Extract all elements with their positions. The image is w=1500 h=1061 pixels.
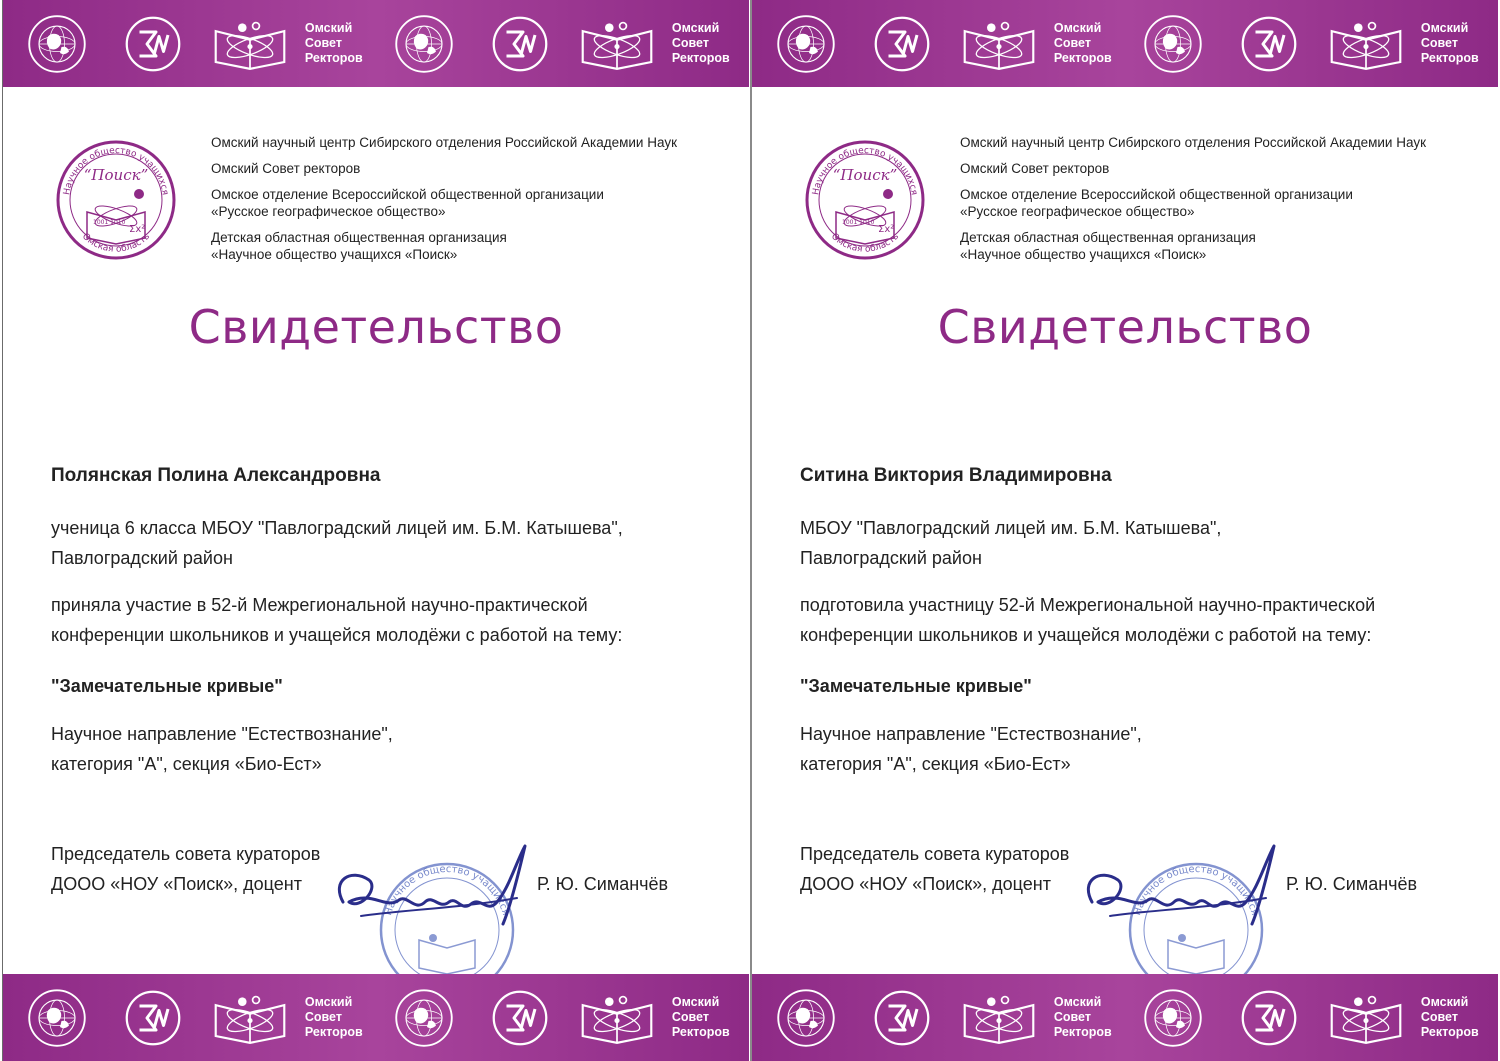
participation-text: подготовила участницу 52-й Межрегиональной научно-практической конференции школьников и учащейся молодёжи с работой на тему: [800,595,1376,645]
organizations-list [211,134,677,272]
poisk-book-logo-icon [209,988,291,1048]
org-item: Детская областная общественная организация «Научное общество учащихся «Поиск» [960,230,1256,262]
organizations-list [960,134,1426,272]
rectors-council-label: Омский Совет Ректоров [304,21,363,65]
rectors-council-label: Омский Совет Ректоров [671,995,730,1039]
sigma-logo-icon [479,988,561,1048]
rectors-council-label: Омский Совет Ректоров [304,995,363,1039]
rgo-logo-icon [16,988,98,1048]
emblem-region-text: Омская область [79,231,153,255]
footer-band [752,974,1498,1061]
org-item: Омский научный центр Сибирского отделения Российской Академии Наук [211,135,677,150]
header-band [752,0,1498,87]
emblem-binary-text: 1001 1010 [93,219,126,226]
sigma-logo-icon [1228,988,1310,1048]
recipient-school: МБОУ "Павлоградский лицей им. Б.М. Катышева", Павлоградский район [800,518,1222,568]
rgo-logo-icon [765,988,847,1048]
rgo-logo-icon [383,14,465,74]
poisk-book-logo-icon [209,14,291,74]
sigma-logo-icon [1228,14,1310,74]
rectors-council-label: Омский Совет Ректоров [1053,995,1112,1039]
scientific-direction: Научное направление "Естествознание", категория "А", секция «Био-Ест» [800,724,1142,774]
signer-name: Р. Ю. Симанчёв [1286,874,1418,894]
emblem-sigma-text: Σx² [878,224,895,235]
rectors-council-label: Омский Совет Ректоров [1420,995,1479,1039]
emblem-sigma-text: Σx² [129,224,146,235]
certificate-right [752,0,1498,1061]
certificate-left [2,0,749,1061]
recipient-name: Ситина Виктория Владимировна [800,465,1112,486]
rectors-council-label: Омский Совет Ректоров [1053,21,1112,65]
emblem-society-text: Научное общество учащихся [62,145,170,196]
certificate-title: Свидетельство [188,300,564,354]
recipient-school: ученица 6 класса МБОУ "Павлоградский лицей им. Б.М. Катышева", Павлоградский район [51,518,623,568]
signature-icon [321,840,541,950]
poisk-book-logo-icon [958,988,1040,1048]
rgo-logo-icon [1132,14,1214,74]
emblem-binary-text: 1001 1010 [842,219,875,226]
rgo-logo-icon [383,988,465,1048]
sigma-logo-icon [861,14,943,74]
org-item: Омское отделение Всероссийской общественной организации «Русское географическое общество» [211,187,604,219]
org-item: Омское отделение Всероссийской общественной организации «Русское географическое общество» [960,187,1353,219]
poisk-emblem-icon [804,126,926,274]
sigma-logo-icon [112,14,194,74]
work-topic: "Замечательные кривые" [51,676,283,696]
participation-text: приняла участие в 52-й Межрегиональной научно-практической конференции школьников и учащейся молодёжи с работой на тему: [51,595,623,645]
sigma-logo-icon [861,988,943,1048]
rectors-council-label: Омский Совет Ректоров [1420,21,1479,65]
signer-name: Р. Ю. Симанчёв [537,874,669,894]
rectors-council-label: Омский Совет Ректоров [671,21,730,65]
rgo-logo-icon [765,14,847,74]
emblem-poisk-text: “Поиск” [83,166,149,184]
sigma-logo-icon [479,14,561,74]
signer-title: Председатель совета кураторов ДООО «НОУ «Поиск», доцент [51,844,321,894]
recipient-name: Полянская Полина Александровна [51,465,381,486]
poisk-book-logo-icon [1325,14,1407,74]
stamp-society-text: Научное общество учащихся [383,863,511,917]
org-item: Детская областная общественная организация «Научное общество учащихся «Поиск» [211,230,507,262]
org-item: Омский Совет ректоров [211,161,361,176]
rgo-logo-icon [16,14,98,74]
certificate-title: Свидетельство [937,300,1313,354]
poisk-emblem-icon [55,126,177,274]
emblem-poisk-text: “Поиск” [832,166,898,184]
poisk-book-logo-icon [576,988,658,1048]
poisk-book-logo-icon [1325,988,1407,1048]
signer-title: Председатель совета кураторов ДООО «НОУ «Поиск», доцент [800,844,1070,894]
signature-icon [1070,840,1290,950]
header-band [3,0,749,87]
emblem-region-text: Омская область [828,231,902,255]
org-item: Омский Совет ректоров [960,161,1110,176]
rgo-logo-icon [1132,988,1214,1048]
footer-band [3,974,749,1061]
emblem-society-text: Научное общество учащихся [811,145,919,196]
sigma-logo-icon [112,988,194,1048]
scientific-direction: Научное направление "Естествознание", категория "А", секция «Био-Ест» [51,724,393,774]
poisk-book-logo-icon [576,14,658,74]
stamp-society-text: Научное общество учащихся [1132,863,1260,917]
poisk-book-logo-icon [958,14,1040,74]
work-topic: "Замечательные кривые" [800,676,1032,696]
org-item: Омский научный центр Сибирского отделения Российской Академии Наук [960,135,1426,150]
